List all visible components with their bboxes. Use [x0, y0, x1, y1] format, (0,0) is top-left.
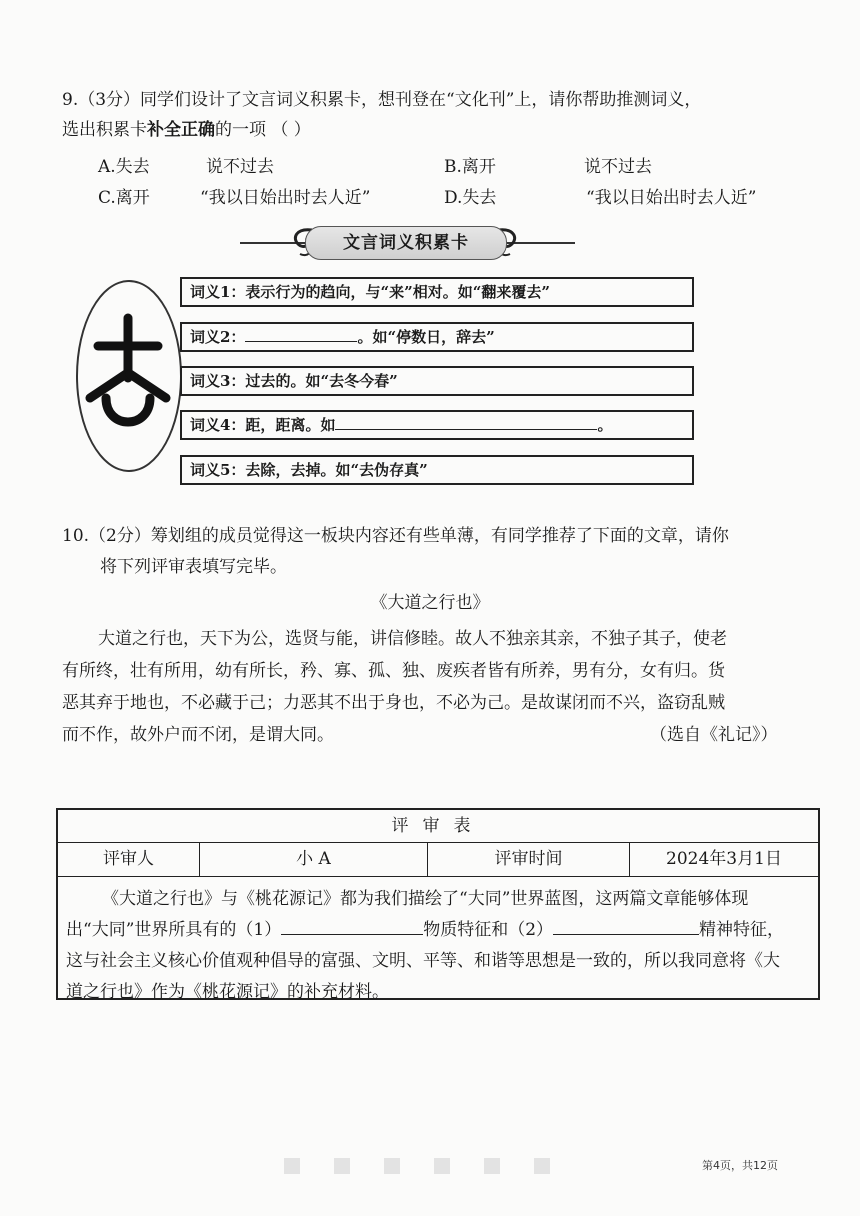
option-c-text: “我以日始出时去人近” — [200, 188, 371, 208]
review-body-line-1: 《大道之行也》与《桃花源记》都为我们描绘了“大同”世界蓝图，这两篇文章能够体现 — [102, 889, 749, 909]
review-body-2a: 出“大同”世界所具有的（1） — [66, 920, 282, 940]
review-table-info-row — [58, 842, 818, 877]
meaning-box-2 — [180, 322, 694, 352]
option-b-text: 说不过去 — [584, 157, 652, 177]
review-blank-1[interactable] — [281, 918, 423, 935]
option-b-label[interactable]: B.离开 — [444, 157, 496, 177]
meaning-box-1: 词义1：表示行为的趋向，与“来”相对。如“翻来覆去” — [180, 277, 694, 307]
passage-title: 《大道之行也》 — [370, 593, 490, 613]
meaning-2-blank[interactable] — [245, 325, 357, 342]
passage-source: （选自《礼记》） — [650, 725, 778, 745]
card-banner-title: 文言词义积累卡 — [305, 226, 507, 260]
meaning-2-example: 。如“停数日，辞去” — [357, 328, 495, 346]
faint-bleed-marks — [280, 1150, 580, 1180]
option-d-label[interactable]: D.失去 — [444, 188, 497, 208]
meaning-4-label: 词义4：距，距离。如 — [190, 416, 336, 434]
review-body-2b: 物质特征和（2） — [423, 920, 554, 940]
option-c-label[interactable]: C.离开 — [98, 188, 150, 208]
reviewer-label: 评审人 — [58, 842, 200, 876]
meaning-2-label: 词义2： — [190, 328, 246, 346]
review-table-body — [58, 876, 818, 1000]
review-time-label: 评审时间 — [428, 842, 630, 876]
q9-stem-line2 — [62, 119, 311, 141]
q9-stem-emphasis: 补全正确 — [147, 120, 215, 140]
seal-character-qu-icon — [76, 280, 180, 470]
option-d-text: “我以日始出时去人近” — [586, 188, 757, 208]
meaning-box-3: 词义3：过去的。如“去冬今春” — [180, 366, 694, 396]
passage-line-1: 大道之行也，天下为公，选贤与能，讲信修睦。故人不独亲其亲，不独子其子，使老 — [98, 629, 727, 649]
review-body-line-3: 这与社会主义核心价值观种倡导的富强、文明、平等、和谐等思想是一致的，所以我同意将《大 — [66, 951, 780, 971]
meaning-box-5: 词义5：去除，去掉。如“去伪存真” — [180, 455, 694, 485]
review-body-line-2 — [66, 915, 784, 940]
page-number: 第4页，共12页 — [702, 1159, 778, 1172]
review-table — [56, 808, 820, 1000]
option-a-label[interactable]: A.失去 — [98, 157, 150, 177]
review-blank-2[interactable] — [553, 918, 699, 935]
passage-line-2: 有所终，壮有所用，幼有所长，矜、寡、孤、独、废疾者皆有所养，男有分，女有归。货 — [62, 661, 725, 681]
review-body-2c: 精神特征， — [699, 920, 785, 940]
reviewer-value: 小 A — [200, 842, 428, 876]
meaning-4-blank[interactable] — [335, 413, 597, 430]
review-time-value: 2024年3月1日 — [666, 849, 782, 869]
q9-stem-prefix: 选出积累卡 — [62, 120, 147, 140]
passage-line-3: 恶其弃于地也，不必藏于己；力恶其不出于身也，不必为己。是故谋闭而不兴，盗窃乱贼 — [62, 693, 725, 713]
meaning-box-4 — [180, 410, 694, 440]
meaning-4-end: 。 — [597, 416, 613, 434]
q9-stem-suffix: 的一项 （ ） — [215, 120, 311, 140]
q9-stem-line1: 9.（3分）同学们设计了文言词义积累卡，想刊登在“文化刊”上，请你帮助推测词义， — [62, 90, 702, 110]
q10-stem-line1: 10.（2分）筹划组的成员觉得这一板块内容还有些单薄，有同学推荐了下面的文章，请你 — [62, 526, 729, 546]
review-body-line-4: 道之行也》作为《桃花源记》的补充材料。 — [66, 982, 389, 1002]
q10-stem-line2: 将下列评审表填写完毕。 — [100, 557, 287, 577]
option-a-text: 说不过去 — [206, 157, 274, 177]
review-table-title: 评审表 — [58, 810, 818, 843]
passage-line-4: 而不作，故外户而不闭，是谓大同。 — [62, 725, 334, 745]
